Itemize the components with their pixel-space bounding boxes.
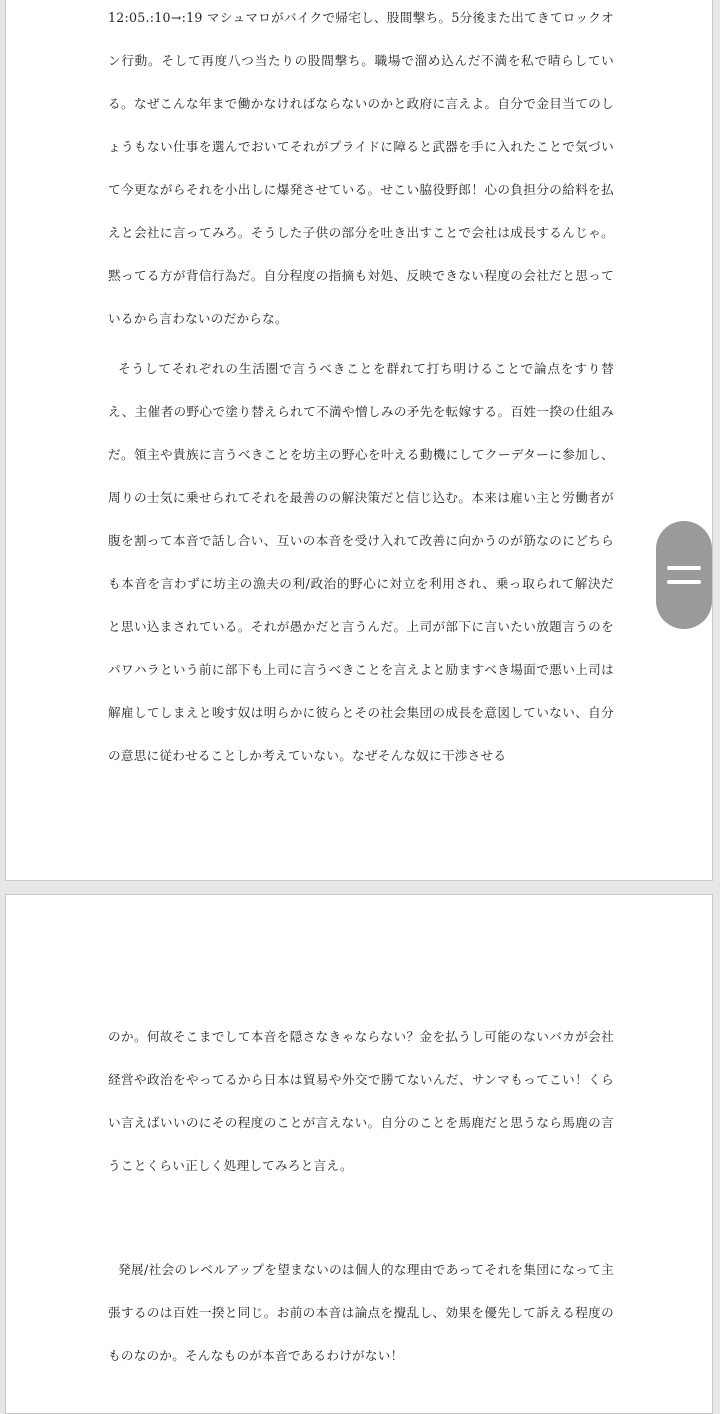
drag-handle-icon [667,566,701,570]
drag-handle-icon [667,580,701,584]
document-page-1 [5,0,713,881]
paragraph: そうしてそれぞれの生活圏で言うべきことを群れて打ち明けることで論点をすり替え、主催者の野心で塗り替えられて不満や憎しみの矛先を転嫁する。百姓一揆の仕組みだ。領主や貴族に言うべきことを坊主の野心を叶える動機にしてクーデターに参加し、周りの士気に乗せられてそれを最善のの解決策だと信じ込む。本来は雇い主と労働者が腹を割って本音で話し合い、互いの本音を受け入れて改善に向かうのが筋なのにどちらも本音を言わずに坊主の漁夫の利/政治的野心に対立を利用され、乗っ取られて解決だと思い込まされている。それが愚かだと言うんだ。上司が部下に言いたい放題言うのをパワハラという前に部下も上司に言うべきことを言えよと励ますべき場面で悪い上司は解雇してしまえと唆す奴は明らかに彼らとその社会集団の成長を意図していない、自分の意思に従わせることしか考えていない。なぜそんな奴に干渉させる [108,361,614,763]
scroll-handle[interactable] [656,521,712,629]
paragraph: のか。何故そこまでして本音を隠さなきゃならない？金を払うし可能のないバカが会社経営や政治をやってるから日本は貿易や外交で勝てないんだ、サンマもってこい！くらい言えばいいのにその程度のことが言えない。自分のことを馬鹿だと思うなら馬鹿の言うことくらい正しく処理してみろと言え。 [108,1029,614,1173]
paragraph: 発展/社会のレベルアップを望まないのは個人的な理由であってそれを集団になって主張するのは百姓一揆と同じ。お前の本音は論点を攪乱し、効果を優先して訴える程度のものなのか。そんなものが本音であるわけがない！ [108,1262,614,1363]
document-page-2 [5,894,713,1414]
paragraph: 12:05.:10→:19 マシュマロがバイクで帰宅し、股間撃ち。5分後また出てきてロックオン行動。そして再度八つ当たりの股間撃ち。職場で溜め込んだ不満を私で晴らしている。なぜこんな年まで働かなければならないのかと政府に言えよ。自分で金目当てのしょうもない仕事を選んでおいてそれがプライドに障ると武器を手に入れたことで気づいて今更ながらそれを小出しに爆発させている。せこい脇役野郎！心の負担分の給料を払えと会社に言ってみろ。そうした子供の部分を吐き出すことで会社は成長するんじゃ。黙ってる方が背信行為だ。自分程度の指摘も対処、反映できない程度の会社だと思っているから言わないのだからな。 [108,10,615,326]
